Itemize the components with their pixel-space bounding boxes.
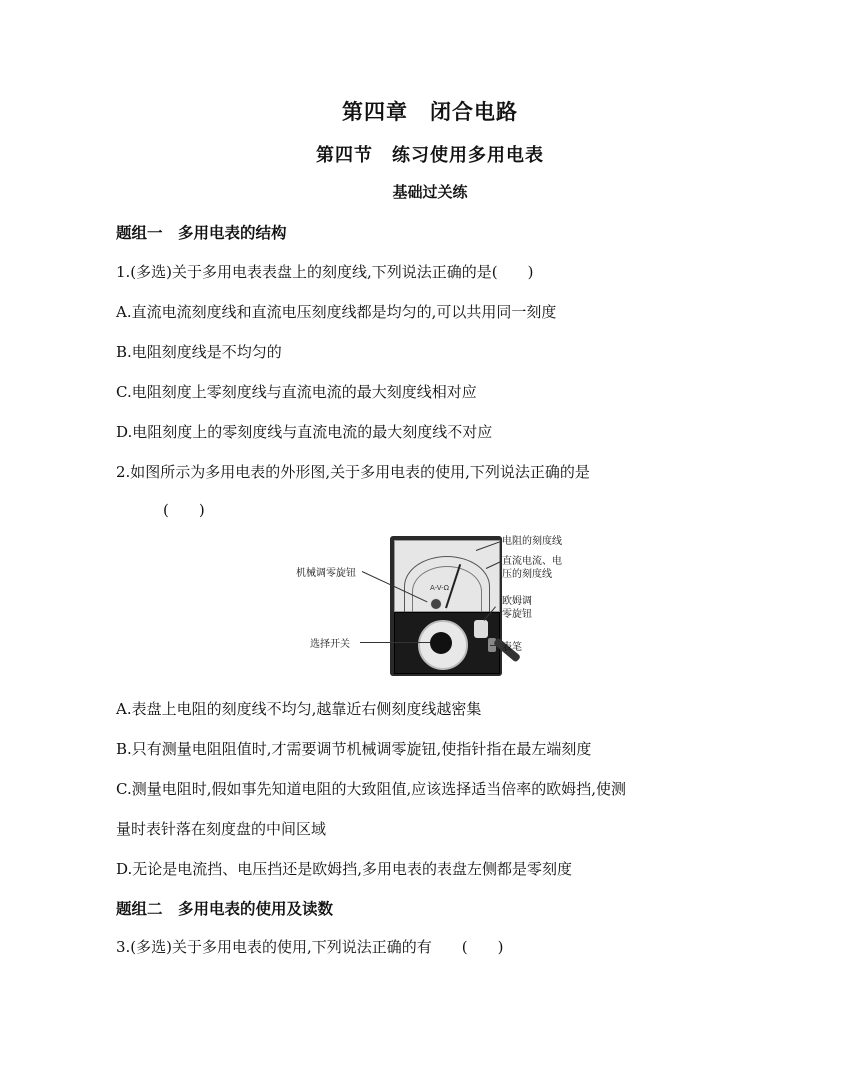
section-title: 第四节 练习使用多用电表 (316, 145, 544, 166)
question-1-option-d: D.电阻刻度上的零刻度线与直流电流的最大刻度线不对应 (116, 423, 493, 441)
label-ohm-zero-2: 零旋钮 (502, 609, 532, 620)
question-1-option-c: C.电阻刻度上零刻度线与直流电流的最大刻度线相对应 (116, 383, 477, 401)
question-3-stem: 3.(多选)关于多用电表的使用,下列说法正确的有 ( ) (116, 938, 504, 956)
label-ohm-zero-1: 欧姆调 (502, 596, 532, 607)
group-heading-1: 题组一 多用电表的结构 (116, 224, 287, 242)
question-1-stem: 1.(多选)关于多用电表表盘上的刻度线,下列说法正确的是( ) (116, 263, 534, 281)
label-resistance-scale: 电阻的刻度线 (502, 536, 562, 547)
question-2-answer-paren: ( ) (163, 501, 205, 519)
question-2-option-b: B.只有测量电阻阻值时,才需要调节机械调零旋钮,使指针指在最左端刻度 (116, 740, 592, 758)
label-mechanical-zero: 机械调零旋钮 (296, 568, 356, 579)
group-heading-2: 题组二 多用电表的使用及读数 (116, 900, 334, 918)
label-dc-scale-1: 直流电流、电 (502, 556, 562, 567)
label-probe: 表笔 (502, 642, 522, 653)
question-2-option-a: A.表盘上电阻的刻度线不均匀,越靠近右侧刻度线越密集 (116, 700, 482, 718)
question-2-option-c-line-2: 量时表针落在刻度盘的中间区域 (116, 820, 327, 838)
selector-switch-knob (430, 632, 452, 654)
dial-text: A-V-Ω (430, 584, 450, 592)
leader-line (360, 642, 430, 643)
question-1-option-b: B.电阻刻度线是不均匀的 (116, 343, 282, 361)
mechanical-zero-knob (430, 598, 442, 610)
label-dc-scale-2: 压的刻度线 (502, 569, 552, 580)
label-selector-switch: 选择开关 (310, 639, 350, 650)
subtitle: 基础过关练 (392, 183, 468, 201)
leader-line (490, 645, 502, 646)
question-1-option-a: A.直流电流刻度线和直流电压刻度线都是均匀的,可以共用同一刻度 (116, 303, 557, 321)
question-2-option-d: D.无论是电流挡、电压挡还是欧姆挡,多用电表的表盘左侧都是零刻度 (116, 860, 573, 878)
question-2-option-c-line-1: C.测量电阻时,假如事先知道电阻的大致阻值,应该选择适当倍率的欧姆挡,使测 (116, 780, 627, 798)
multimeter-figure (280, 528, 580, 678)
ohm-zero-knob (474, 620, 488, 638)
chapter-title: 第四章 闭合电路 (342, 100, 518, 124)
question-2-stem: 2.如图所示为多用电表的外形图,关于多用电表的使用,下列说法正确的是 (116, 463, 590, 481)
